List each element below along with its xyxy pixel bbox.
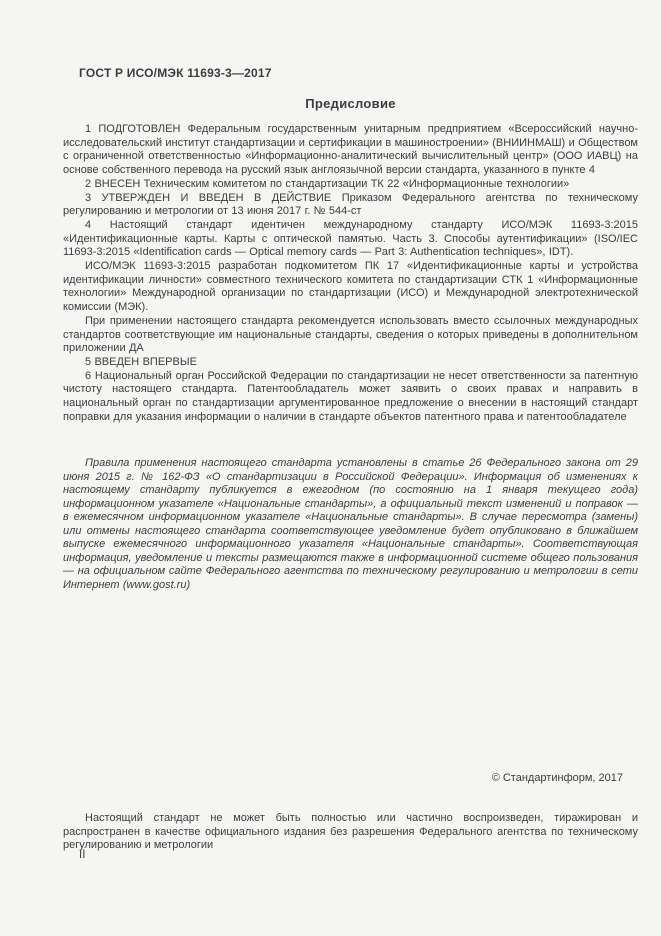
- foreword-item-first-edition: 5 ВВЕДЕН ВПЕРВЫЕ: [85, 355, 197, 368]
- foreword-item-identity: 4 Настоящий стандарт идентичен международному стандарту ИСО/МЭК 11693-3:2015 «Идентификационные карты. Карты с оптической памятью. Часть 3. Способы аутентификации» (ISO/IEC 11693-3:2015 «Identification cards — Optical memory cards — Part 3: Authentication techniques», IDT).: [63, 218, 638, 259]
- foreword-item-prepared: 1 ПОДГОТОВЛЕН Федеральным государственным унитарным предприятием «Всероссийский научно-исследовательский институт стандартизации и сертификации в машиностроении» (ВНИИНМАШ) и Обществом с ограниченной ответственностью «Информационно-аналитический вычислительный центр» (ООО ИАВЦ) на основе собственного перевода на русский язык англоязычной версии стандарта, указанного в пункте 4: [63, 123, 638, 177]
- section-title: Предисловие: [305, 96, 396, 111]
- foreword-item-approved: 3 УТВЕРЖДЕН И ВВЕДЕН В ДЕЙСТВИЕ Приказом Федерального агентства по техническому регулированию и метрологии от 13 июня 2017 г. № 544-ст: [63, 191, 638, 218]
- page-number: II: [79, 849, 86, 861]
- foreword-note-references: При применении настоящего стандарта рекомендуется использовать вместо ссылочных международных стандартов соответствующие им национальные стандарты, сведения о которых приведены в дополнительном приложении ДА: [63, 314, 638, 355]
- distribution-notice: Настоящий стандарт не может быть полностью или частично воспроизведен, тиражирован и распространен в качестве официального издания без разрешения Федерального агентства по техническому регулированию и метрологии: [63, 812, 638, 852]
- foreword-note-developer: ИСО/МЭК 11693-3:2015 разработан подкомитетом ПК 17 «Идентификационные карты и устройства идентификации личности» совместного технического комитета по стандартизации СТК 1 «Информационные технологии» Международной организации по стандартизации (ИСО) и Международной электротехнической комиссии (МЭК).: [63, 260, 638, 314]
- page-content: [63, 66, 638, 592]
- copyright-line: © Стандартинформ, 2017: [491, 772, 623, 784]
- application-rules-notice: Правила применения настоящего стандарта установлены в статье 26 Федерального закона от 29 июня 2015 г. № 162-ФЗ «О стандартизации в Российской Федерации». Информация об изменениях к настоящему стандарту публикуется в ежегодном (по состоянию на 1 января текущего года) информационном указателе «Национальные стандарты», а официальный текст изменений и поправок — в ежемесячном информационном указателе «Национальные стандарты». В случае пересмотра (замены) или отмены настоящего стандарта соответствующее уведомление будет опубликовано в ближайшем выпуске ежемесячного информационного указателя «Национальные стандарты». Соответствующая информация, уведомление и тексты размещаются также в информационной системе общего пользования — на официальном сайте Федерального агентства по техническому регулированию и метрологии в сети Интернет (www.gost.ru): [63, 457, 638, 591]
- standard-code-header: ГОСТ Р ИСО/МЭК 11693-3—2017: [79, 66, 272, 80]
- foreword-item-patent: 6 Национальный орган Российской Федерации по стандартизации не несет ответственности за патентную чистоту настоящего стандарта. Патентообладатель может заявить о своих правах и направить в национальный орган по стандартизации аргументированное предложение о внесении в настоящий стандарт поправки для указания информации о наличии в стандарте объектов патентного права и патентообладателе: [63, 369, 638, 423]
- foreword-item-submitted: 2 ВНЕСЕН Техническим комитетом по стандартизации ТК 22 «Информационные технологии»: [85, 177, 570, 190]
